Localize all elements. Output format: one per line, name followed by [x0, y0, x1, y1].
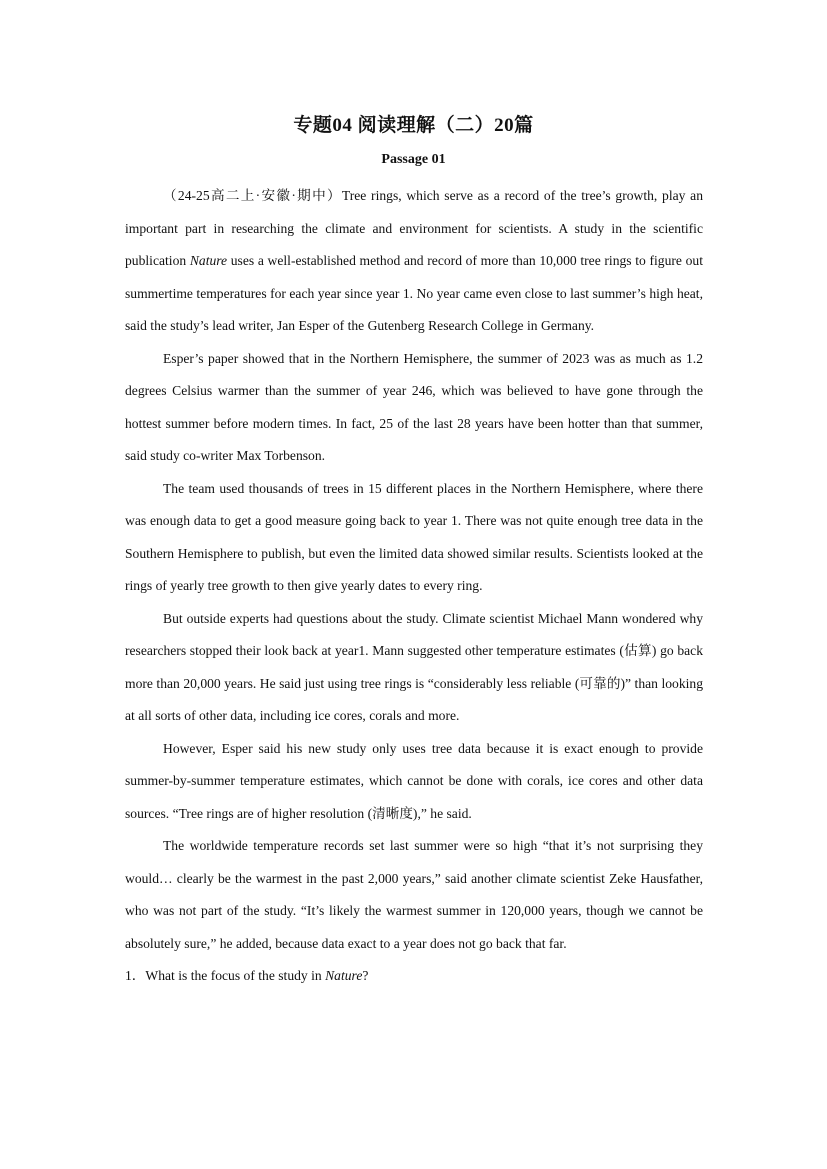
paragraph-3: The team used thousands of trees in 15 different places in the Northern Hemisphere, where there was enough data to get a good measure going back to year 1. There was not quite enough tree data in the Southern Hemisphere to publish, but even the limited data showed similar results. Scientists looked at the rings of yearly tree growth to then give yearly dates to every ring. [125, 480, 703, 593]
paragraph-1-text-a: （24-25高二上·安徽·期中）Tree rings, which serve as a record of the tree’s growth, play an important part in researching the climate and environment for scientists. A study in the scientific publication [125, 188, 703, 268]
paragraph-1 [125, 180, 703, 343]
question-1 [125, 960, 703, 993]
passage-body [125, 180, 703, 993]
paragraph-1-italic: Nature [189, 253, 228, 268]
paragraph-2: Esper’s paper showed that in the Northern Hemisphere, the summer of 2023 was as much as 1.2 degrees Celsius warmer than the summer of year 246, which was believed to have gone through the hottest summer before modern times. In fact, 25 of the last 28 years have been hotter than that summer, said study co-writer Max Torbenson. [125, 350, 703, 463]
paragraph-5: However, Esper said his new study only uses tree data because it is exact enough to provide summer-by-summer temperature estimates, which cannot be done with corals, ice cores and other data sources. “Tree rings are of higher resolution (清晰度),” he said. [125, 740, 703, 821]
paragraph-6: The worldwide temperature records set last summer were so high “that it’s not surprising they would… clearly be the warmest in the past 2,000 years,” said another climate scientist Zeke Hausfather, who was not part of the study. “It’s likely the warmest summer in 120,000 years, though we cannot be absolutely sure,” he added, because data exact to a year does not go back that far. [125, 838, 703, 951]
document-title: 专题04 阅读理解（二）20篇 [293, 115, 534, 136]
paragraph-4: But outside experts had questions about the study. Climate scientist Michael Mann wondered why researchers stopped their look back at year1. Mann suggested other temperature estimates (估算) go back more than 20,000 years. He said just using tree rings is “considerably less reliable (可靠的)” than looking at all sorts of other data, including ice cores, corals and more. [125, 610, 703, 723]
question-1-italic: Nature [325, 968, 363, 983]
passage-label: Passage 01 [381, 152, 446, 167]
paragraph-1-text-b: uses a well-established method and record of more than 10,000 tree rings to figure out summertime temperatures for each year since year 1. No year came even close to last summer’s high heat, said the study’s lead writer, Jan Esper of the Gutenberg Research College in Germany. [125, 253, 703, 333]
question-1-text-a: 1．What is the focus of the study in [125, 968, 326, 983]
question-1-text-b: ? [362, 968, 369, 983]
